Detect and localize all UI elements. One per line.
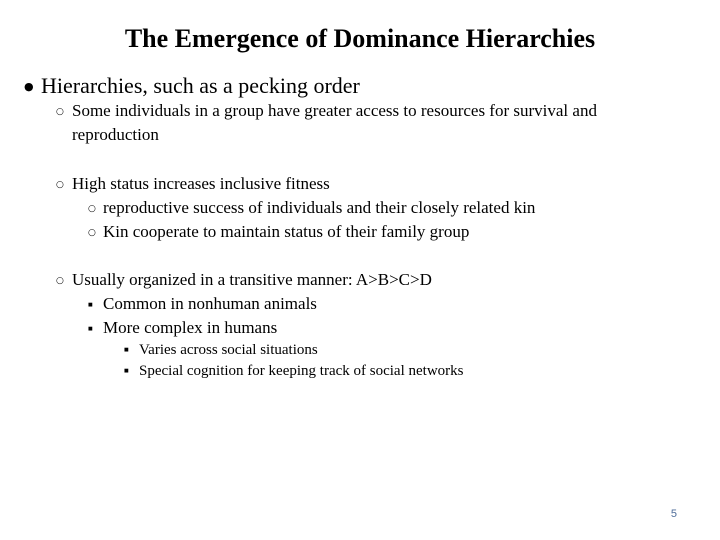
bullet-marker-open-circle: ○ [56,107,64,117]
slide-title: The Emergence of Dominance Hierarchies [124,24,596,53]
bullet-text: More complex in humans [103,318,278,337]
page-number: 5 [670,508,677,520]
bullet-marker-filled-circle: ● [24,80,34,93]
bullet-marker-square: ■ [88,326,93,332]
bullet-text: High status increases inclusive fitness [72,174,330,193]
bullet-marker-open-circle: ○ [88,204,96,214]
bullet-marker-square: ■ [88,302,93,308]
bullet-text: Special cognition for keeping track of social networks [139,363,464,379]
bullet-text: Hierarchies, such as a pecking order [41,73,360,98]
bullet-text-line1: Some individuals in a group have greater access to resources for survival and [72,101,597,120]
bullet-marker-open-circle: ○ [56,276,64,286]
bullet-text: Kin cooperate to maintain status of their family group [103,222,470,241]
bullet-text: Varies across social situations [139,342,318,358]
bullet-marker-square: ■ [124,368,129,374]
bullet-text: Common in nonhuman animals [103,294,317,313]
bullet-text: Usually organized in a transitive manner: A>B>C>D [72,270,432,289]
bullet-marker-open-circle: ○ [56,180,64,190]
bullet-text-line2: reproduction [72,125,159,144]
bullet-marker-square: ■ [124,347,129,353]
bullet-marker-open-circle: ○ [88,228,96,238]
bullet-text: reproductive success of individuals and their closely related kin [103,198,536,217]
